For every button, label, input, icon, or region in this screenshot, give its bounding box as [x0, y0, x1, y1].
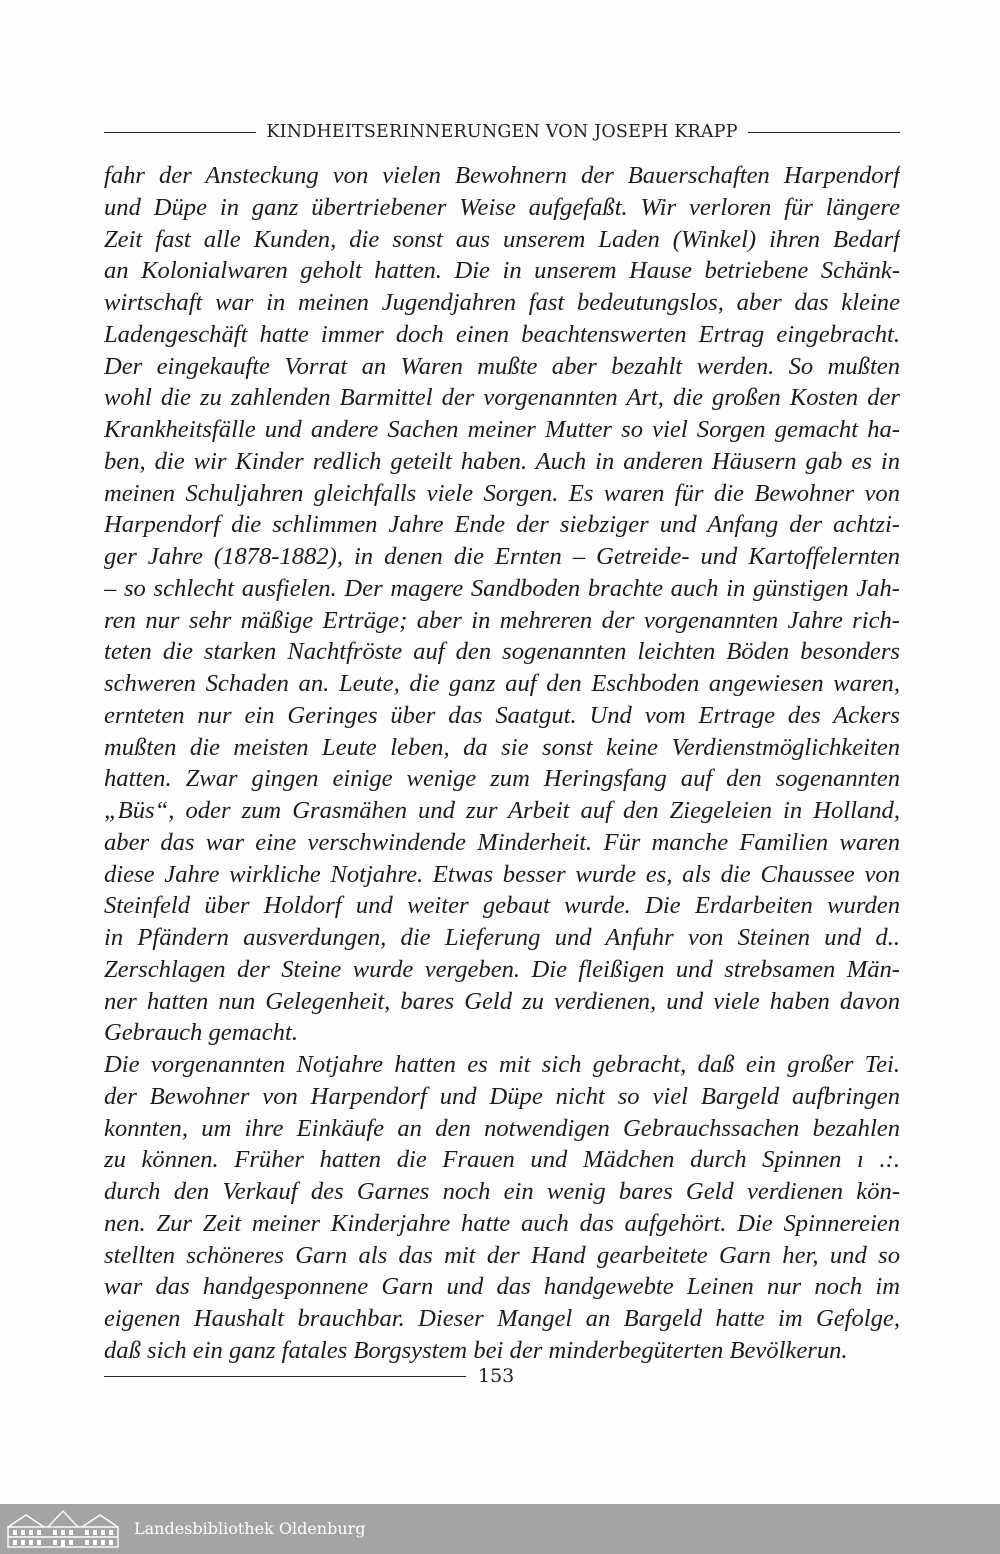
text-line: Krankheitsfälle und andere Sachen meiner Mutter so viel Sorgen gemacht ha- — [104, 416, 900, 443]
text-line: Zerschlagen der Steine wurde vergeben. Die fleißigen und strebsamen Män- — [104, 955, 900, 983]
text-line: ger Jahre (1878-1882), in denen die Ernten – Getreide- und Kartoffelernten — [104, 543, 900, 570]
text-line: zu können. Früher hatten die Frauen und Mädchen durch Spinnen ı .:. — [104, 1146, 900, 1174]
text-line: Ladengeschäft hatte immer doch einen beachtenswerten Ertrag eingebracht. — [104, 320, 900, 348]
library-banner — [0, 1504, 1000, 1554]
text-line: Gebrauch gemacht. — [104, 1019, 298, 1047]
text-line: der Bewohner von Harpendorf und Düpe nicht so viel Bargeld aufbringen — [104, 1082, 900, 1110]
running-header — [104, 118, 900, 146]
running-title: KINDHEITSERINNERUNGEN VON JOSEPH KRAPP — [266, 122, 738, 142]
text-line: „Büs“, oder zum Grasmähen und zur Arbeit auf den Ziegeleien in Holland, — [104, 797, 900, 824]
text-line: teten die starken Nachtfröste auf den sogenannten leichten Böden besonders — [104, 638, 900, 666]
text-line: Der eingekaufte Vorrat an Waren mußte aber bezahlt werden. So mußten — [104, 352, 900, 380]
text-line: fahr der Ansteckung von vielen Bewohnern der Bauerschaften Harpendorf — [104, 162, 900, 189]
page-number: 153 — [478, 1365, 515, 1387]
text-line: – so schlecht ausfielen. Der magere Sandboden brachte auch in günstigen Jah- — [104, 574, 900, 602]
text-line: ernteten nur ein Geringes über das Saatgut. Und vom Ertrage des Ackers — [104, 701, 900, 729]
text-line: Harpendorf die schlimmen Jahre Ende der siebziger und Anfang der achtzi- — [104, 511, 900, 539]
text-line: Zeit fast alle Kunden, die sonst aus unserem Laden (Winkel) ihren Bedarf — [104, 225, 900, 253]
text-line: war das handgesponnene Garn und das handgewebte Leinen nur noch im — [104, 1273, 900, 1301]
text-line: durch den Verkauf des Garnes noch ein wenig bares Geld verdienen kön- — [104, 1178, 900, 1205]
text-line: meinen Schuljahren gleichfalls viele Sorgen. Es waren für die Bewohner von — [104, 479, 900, 507]
body-text — [104, 160, 900, 1367]
header-rule-right — [748, 132, 900, 133]
text-line: wirtschaft war in meinen Jugendjahren fast bedeutungslos, aber das kleine — [104, 289, 900, 316]
library-building-icon — [4, 1507, 122, 1551]
text-line: hatten. Zwar gingen einige wenige zum Heringsfang auf den sogenannten — [104, 765, 900, 793]
text-line: wohl die zu zahlenden Barmittel der vorgenannten Art, die großen Kosten der — [104, 384, 900, 412]
text-line: daß sich ein ganz fatales Borgsystem bei der minderbegüterten Bevölkerun. — [104, 1336, 848, 1364]
text-line: diese Jahre wirkliche Notjahre. Etwas besser wurde es, als die Chaussee von — [104, 860, 900, 888]
text-line: in Pfändern ausverdungen, die Lieferung und Anfuhr von Steinen und d.. — [104, 924, 900, 951]
library-name: Landesbibliothek Oldenburg — [134, 1519, 366, 1538]
text-line: konnten, um ihre Einkäufe an den notwendigen Gebrauchssachen bezahlen — [104, 1114, 900, 1142]
text-line: stellten schöneres Garn als das mit der Hand gearbeitete Garn her, und so — [104, 1241, 900, 1269]
text-line: ben, die wir Kinder redlich geteilt haben. Auch in anderen Häusern gab es in — [104, 447, 900, 475]
text-line: ren nur sehr mäßige Erträge; aber in mehreren der vorgenannten Jahre rich- — [104, 606, 900, 634]
text-line: an Kolonialwaren geholt hatten. Die in unserem Hause betriebene Schänk- — [104, 257, 900, 285]
text-line: mußten die meisten Leute leben, da sie sonst keine Verdienstmöglichkeiten — [104, 733, 900, 761]
text-line: und Düpe in ganz übertriebener Weise aufgefaßt. Wir verloren für längere — [104, 193, 900, 221]
page-footer — [104, 1362, 900, 1390]
text-line: Die vorgenannten Notjahre hatten es mit sich gebracht, daß ein großer Tei. — [104, 1051, 900, 1078]
text-line: schweren Schaden an. Leute, die ganz auf den Eschboden angewiesen waren, — [104, 670, 900, 697]
footer-rule — [104, 1376, 466, 1377]
text-line: aber das war eine verschwindende Minderheit. Für manche Familien waren — [104, 828, 900, 856]
text-line: Steinfeld über Holdorf und weiter gebaut wurde. Die Erdarbeiten wurden — [104, 892, 900, 920]
text-line: ner hatten nun Gelegenheit, bares Geld zu verdienen, und viele haben davon — [104, 987, 900, 1015]
text-line: eigenen Haushalt brauchbar. Dieser Mangel an Bargeld hatte im Gefolge, — [104, 1305, 900, 1332]
text-line: nen. Zur Zeit meiner Kinderjahre hatte auch das aufgehört. Die Spinnereien — [104, 1209, 900, 1237]
header-rule-left — [104, 132, 256, 133]
